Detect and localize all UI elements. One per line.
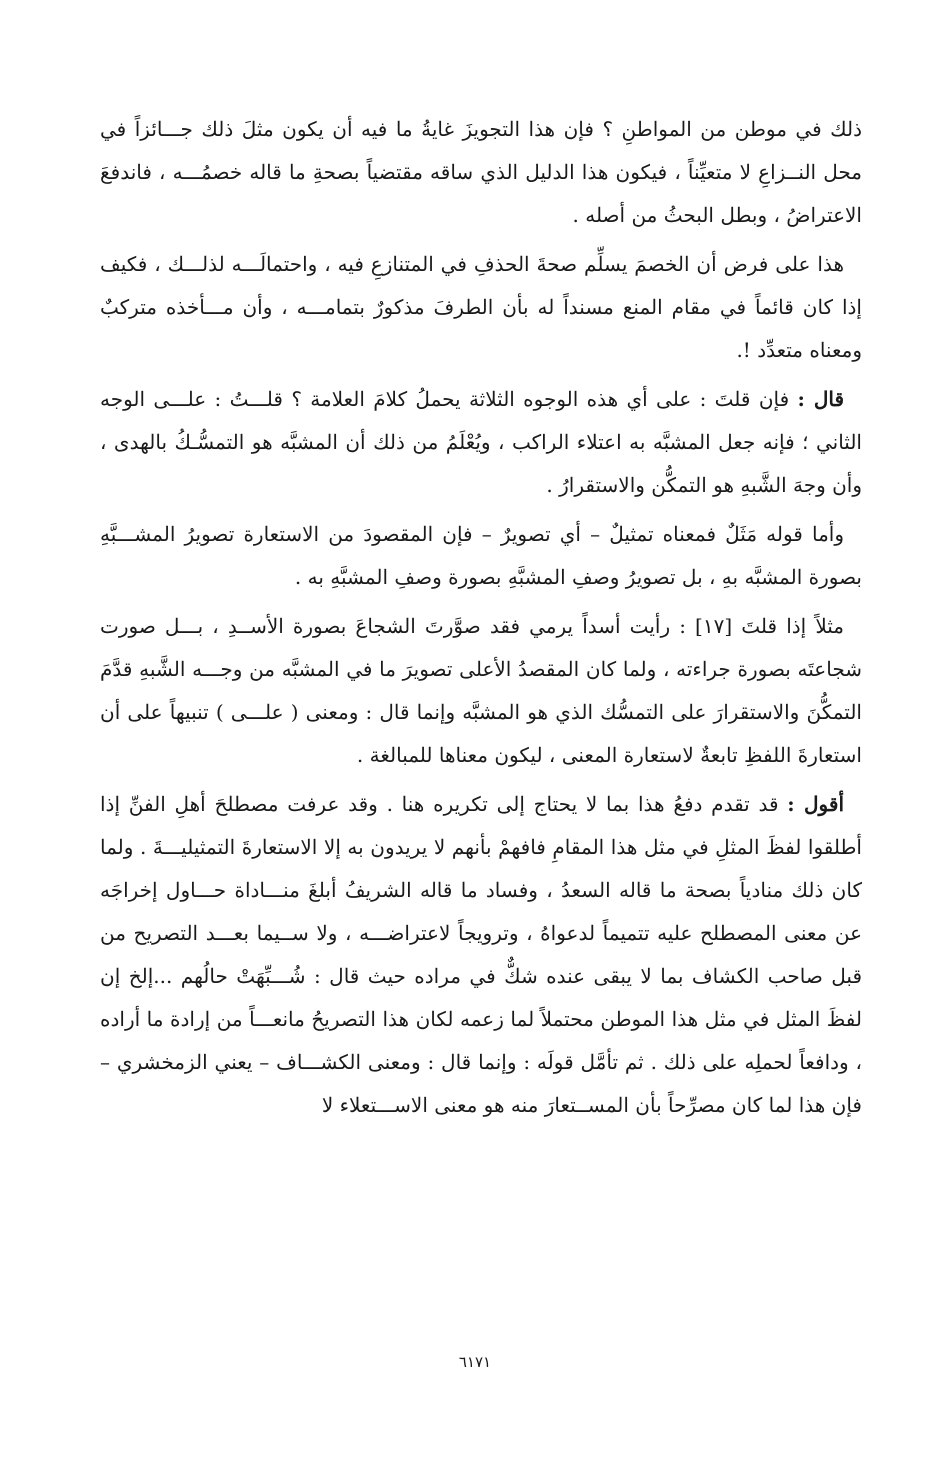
paragraph-3-text: فإن قلتَ : على أي هذه الوجوه الثلاثة يحملُ كلامَ العلامة ؟ قلـــتُ : علـــى الوجه الثاني ؛ فإنه جعل المشبَّه به اعتلاء الراكب ، ويُعْلَمُ من ذلك أن المشبَّه هو التمسُّـكُ بالهدى ، وأن وجهَ الشَّبهِ هو التمكُّن والاستقرارُ . [100, 387, 862, 497]
paragraph-1-text: ذلك في موطن من المواطنِ ؟ فإن هذا التجويزَ غايةُ ما فيه أن يكون مثلَ ذلك جـــائزاً في محل النــزاعِ لا متعيِّناً ، فيكون هذا الدليل الذي ساقه مقتضياً بصحةِ ما قاله خصمُـــه ، فاندفعَ الاعتراضُ ، وبطل البحثُ من أصله . [100, 117, 862, 227]
paragraph-3-lead: قال : [797, 387, 845, 411]
paragraph-4-text: وأما قوله مَثَلٌ فمعناه تمثيلٌ – أي تصويرٌ – فإن المقصودَ من الاستعارة تصويرُ المشـــبَّهِ بصورة المشبَّه بهِ ، بل تصويرُ وصفِ المشبَّهِ بصورة وصفِ المشبَّهِ به . [100, 522, 862, 589]
paragraph-4 [100, 513, 862, 599]
paragraph-6 [100, 783, 862, 1127]
paragraph-5 [100, 605, 862, 777]
paragraph-6-lead: أقول : [787, 792, 845, 816]
page-number: ٦١٧١ [458, 1353, 492, 1371]
paragraph-5-text: مثلاً إذا قلتَ [١٧] : رأيت أسداً يرمي فقد صوَّرتَ الشجاعَ بصورة الأســدِ ، بـــل صورت شجاعتَه بصورة جراءته ، ولما كان المقصدُ الأعلى تصويرَ ما في المشبَّه من وجـــه الشَّبهِ قدَّمَ التمكُّنَ والاستقرارَ على التمسُّك الذي هو المشبَّه وإنما قال : ومعنى ( علـــى ) تنبيهاً على أن استعارةَ اللفظِ تابعةٌ لاستعارة المعنى ، ليكون معناها للمبالغة . [100, 614, 862, 767]
paragraph-6-text: قد تقدم دفعُ هذا بما لا يحتاج إلى تكريره هنا . وقد عرفت مصطلحَ أهلِ الفنِّ إذا أطلقوا لفظَ المثلِ في مثل هذا المقامِ فافهمْ بأنهم لا يريدون به إلا الاستعارةَ التمثيليـــةَ . ولما كان ذلك منادياً بصحة ما قاله السعدُ ، وفساد ما قاله الشريفُ أبلغَ منـــاداة حـــاول إخراجَه عن معنى المصطلح عليه تتميماً لدعواهُ ، وترويجاً لاعتراضـــه ، ولا ســيما بعـــد التصريح من قبل صاحب الكشاف بما لا يبقى عنده شكٌّ في مراده حيث قال : شُـــبِّهَتْ حالُهم ...إلخ إن لفظَ المثل في مثل هذا الموطن محتملاً لما زعمه لكان هذا التصريحُ مانعـــاً من إرادة ما أراده ، ودافعاً لحملِه على ذلك . ثم تأمَّل قولَه : وإنما قال : ومعنى الكشـــاف – يعني الزمخشري – فإن هذا لما كان مصرِّحاً بأن المســتعارَ منه هو معنى الاســـتعلاء لا [100, 792, 862, 1117]
paragraph-2 [100, 243, 862, 372]
paragraph-1 [100, 108, 862, 237]
paragraph-2-text: هذا على فرض أن الخصمَ يسلِّم صحةَ الحذفِ في المتنازعِ فيه ، واحتمالَـــه لذلـــك ، فكيف إذا كان قائماً في مقام المنع مسنداً له بأن الطرفَ مذكورٌ بتمامـــه ، وأن مـــأخذه متركبٌ ومعناه متعدِّد !. [100, 252, 862, 362]
page-body [100, 108, 862, 1133]
paragraph-3 [100, 378, 862, 507]
